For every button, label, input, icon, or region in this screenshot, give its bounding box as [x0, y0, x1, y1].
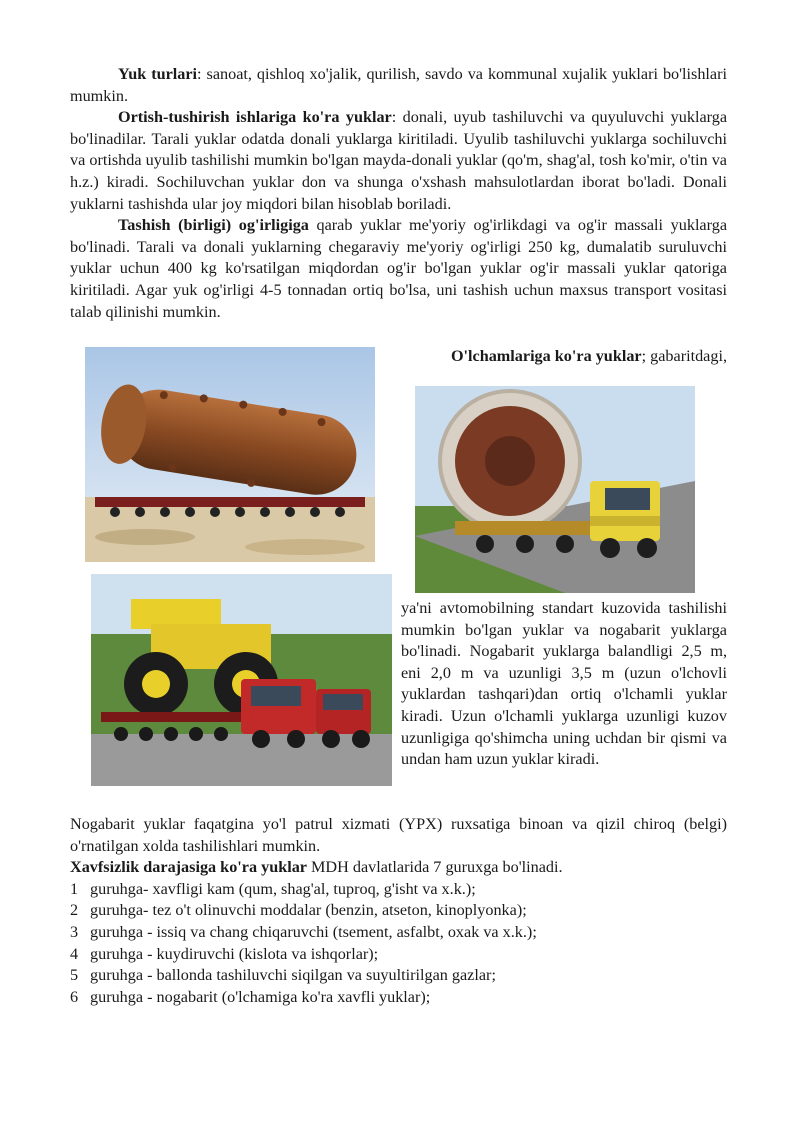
list-item: 1 guruhga- xavfligi kam (qum, shag'al, tuproq, g'isht va x.k.);: [70, 879, 476, 898]
photo-yellow-truck-disc: [415, 386, 695, 593]
term-safety: Xavfsizlik darajasiga ko'ra yuklar: [70, 858, 307, 877]
list-item: 3 guruhga - issiq va chang chiqaruvchi (tsement, asfalbt, oxak va x.k.);: [70, 922, 537, 941]
paragraph-safety: Xavfsizlik darajasiga ko'ra yuklar MDH davlatlarida 7 guruxga bo'linadi.: [70, 858, 563, 877]
photo-red-truck-haul: [91, 574, 392, 786]
dimensions-body: ya'ni avtomobilning standart kuzovida tashilishi mumkin bo'lgan yuklar va nogabarit yuklarga bo'linadi. Nogabarit yuklarga balandligi 2,5 m, eni 2,0 m va uzunligi 3,5 m (uzun o'lchovli yuklardan tashqari)dan ortiq o'lchamli yuklar kiradi. Uzun o'lchamli yuklarga uzunligi kuzov uzunligiga qo'shimcha uning uchdan bir qismi va undan ham uzun yuklar kiradi.: [401, 599, 727, 769]
paragraph-cargo-types: Yuk turlari: sanoat, qishloq xo'jalik, qurilish, savdo va kommunal xujalik yuklari bo'lishlari mumkin.: [70, 65, 728, 105]
paragraph-nogabarit: Nogabarit yuklar faqatgina yo'l patrul xizmati (YPX) ruxsatiga binoan va qizil chiroq (belgi) o'rnatilgan xolda tashilishlari mumkin.: [70, 815, 727, 855]
paragraph-weight: Tashish (birligi) og'irligiga qarab yuklar me'yoriy og'irlikdagi va og'ir massali yuklarga bo'linadi. Tarali va donali yuklarning chegaraviy me'yoriy og'irligi 250 kg, dumalatib suruluvchi yuklar uchun 400 kg ko'rsatilgan miqdordan og'ir bo'lgan yuklar og'ir massali yuklar qatoriga kiritiladi. Agar yuk og'irligi 4-5 tonnadan ortiq bo'lsa, uni tashish uchun maxsus transport vositasi talab qilinishi mumkin.: [70, 216, 727, 321]
list-item: 5 guruhga - ballonda tashiluvchi siqilgan va suyultirilgan gazlar;: [70, 966, 496, 985]
list-item: 2 guruhga- tez o't olinuvchi moddalar (benzin, atseton, kinoplyonka);: [70, 901, 527, 920]
safety-group-list: [70, 879, 727, 1009]
dimensions-heading: O'lchamlariga ko'ra yuklar; gabaritdagi,: [450, 347, 727, 365]
document-body: [70, 64, 727, 323]
term-loading: Ortish-tushirish ishlariga ko'ra yuklar: [118, 108, 392, 127]
list-item: 6 guruhga - nogabarit (o'lchamiga ko'ra xavfli yuklar);: [70, 987, 431, 1006]
term-cargo-types: Yuk turlari: [118, 65, 198, 83]
list-item: 4 guruhga - kuydiruvchi (kislota va ishqorlar);: [70, 944, 379, 963]
paragraph-loading: Ortish-tushirish ishlariga ko'ra yuklar: donali, uyub tashiluvchi va quyuluvchi yuklarga bo'linadilar. Tarali yuklar odatda donali yuklarga kiritiladi. Uyulib tashiluvchi yuklarga sochiluvchi va ortishda uyulib tashilishi mumkin bo'lgan mayda-donali yuklar (qo'm, shag'al, tosh ko'mir, o'tin va h.z.) kiradi. Sochiluvchan yuklar don va shunga o'xshash mahsulotlardan iborat bo'ladi. Donali yuklarni tashishda ular joy miqdori bilan hisoblab boriladi.: [70, 108, 728, 213]
term-weight: Tashish (birligi) og'irligiga: [118, 216, 309, 235]
photo-heavy-vessel-transport: [85, 347, 375, 562]
document-body-bottom: [70, 814, 727, 1008]
